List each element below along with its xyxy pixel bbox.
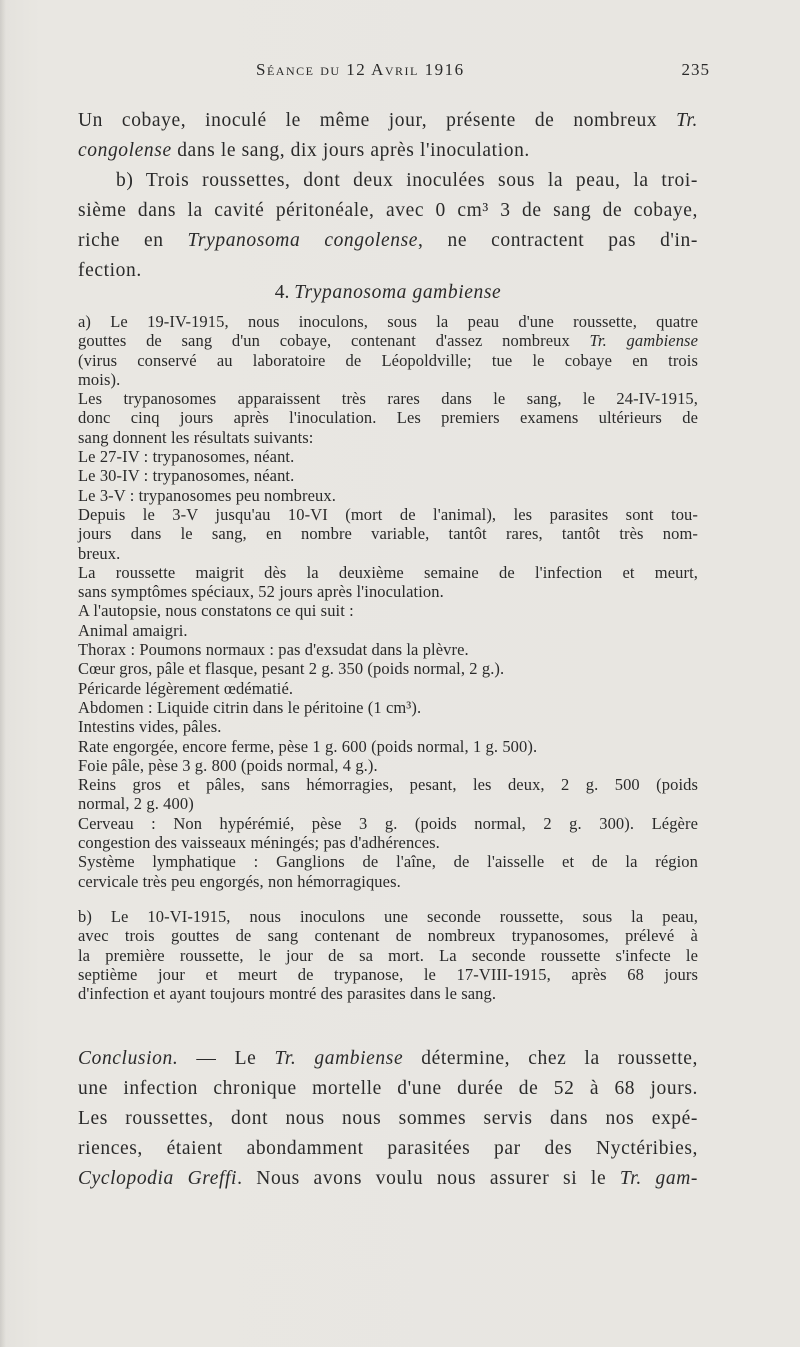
text-line: avec trois gouttes de sang contenant de nombreux trypanosomes, prélevé à bbox=[78, 926, 698, 946]
text-line: sième dans la cavité péritonéale, avec 0 cm³ 3 de sang de cobaye, bbox=[78, 200, 698, 221]
body-paragraphs bbox=[78, 312, 698, 1003]
text-line: Abdomen : Liquide citrin dans le péritoine (1 cm³). bbox=[78, 697, 422, 717]
text-line: Cœur gros, pâle et flasque, pesant 2 g. 350 (poids normal, 2 g.). bbox=[78, 659, 505, 679]
text-line: normal, 2 g. 400) bbox=[78, 794, 194, 814]
text-line: cervicale très peu engorgés, non hémorragiques. bbox=[78, 871, 401, 891]
text-line: Animal amaigri. bbox=[78, 620, 188, 640]
top-paragraphs bbox=[78, 106, 698, 286]
running-header bbox=[78, 60, 710, 88]
text-line: Un cobaye, inoculé le même jour, présente de nombreux Tr. bbox=[78, 110, 698, 131]
text-line: A l'autopsie, nous constatons ce qui suit : bbox=[78, 601, 354, 621]
conclusion-paragraphs bbox=[78, 1044, 698, 1194]
text-line: b) Trois roussettes, dont deux inoculées sous la peau, la troi- bbox=[116, 170, 698, 191]
text-line: Système lymphatique : Ganglions de l'aîne, de l'aisselle et de la région bbox=[78, 852, 698, 872]
text-line: Conclusion. — Le Tr. gambiense détermine, chez la roussette, bbox=[78, 1048, 698, 1069]
text-line: congolense dans le sang, dix jours après l'inoculation. bbox=[78, 140, 530, 161]
text-line: b) Le 10-VI-1915, nous inoculons une seconde roussette, sous la peau, bbox=[78, 906, 698, 926]
text-line: Les roussettes, dont nous nous sommes servis dans nos expé- bbox=[78, 1108, 698, 1129]
text-line: Cyclopodia Greffi. Nous avons voulu nous assurer si le Tr. gam- bbox=[78, 1168, 698, 1189]
text-line: congestion des vaisseaux méningés; pas d'adhérences. bbox=[78, 833, 440, 853]
text-line: gouttes de sang d'un cobaye, contenant d'assez nombreux Tr. gambiense bbox=[78, 331, 698, 351]
text-line: Le 3-V : trypanosomes peu nombreux. bbox=[78, 485, 336, 505]
text-line: breux. bbox=[78, 543, 121, 563]
text-line: fection. bbox=[78, 260, 142, 281]
text-line: (virus conservé au laboratoire de Léopoldville; tue le cobaye en trois bbox=[78, 350, 698, 370]
page-number: 235 bbox=[681, 60, 710, 79]
text-line: une infection chronique mortelle d'une durée de 52 à 68 jours. bbox=[78, 1078, 698, 1099]
text-line: sang donnent les résultats suivants: bbox=[78, 427, 314, 447]
text-line: La roussette maigrit dès la deuxième semaine de l'infection et meurt, bbox=[78, 562, 698, 582]
text-line: Le 30-IV : trypanosomes, néant. bbox=[78, 466, 295, 486]
text-line: Intestins vides, pâles. bbox=[78, 717, 222, 737]
text-line: sans symptômes spéciaux, 52 jours après l'inoculation. bbox=[78, 582, 444, 602]
text-line: d'infection et ayant toujours montré des parasites dans le sang. bbox=[78, 984, 497, 1004]
text-line: riche en Trypanosoma congolense, ne contractent pas d'in- bbox=[78, 230, 698, 251]
text-line: Le 27-IV : trypanosomes, néant. bbox=[78, 447, 295, 467]
text-line: riences, étaient abondamment parasitées par des Nyctéribies, bbox=[78, 1138, 698, 1159]
text-line: Foie pâle, pèse 3 g. 800 (poids normal, 4 g.). bbox=[78, 755, 378, 775]
running-title: Séance du 12 Avril 1916 bbox=[256, 60, 465, 79]
text-line: donc cinq jours après l'inoculation. Les premiers examens ultérieurs de bbox=[78, 408, 698, 428]
text-line: Depuis le 3-V jusqu'au 10-VI (mort de l'animal), les parasites sont tou- bbox=[78, 504, 698, 524]
text-line: Thorax : Poumons normaux : pas d'exsudat dans la plèvre. bbox=[78, 640, 469, 660]
text-line: la première roussette, le jour de sa mort. La seconde roussette s'infecte le bbox=[78, 945, 698, 965]
text-line: Rate engorgée, encore ferme, pèse 1 g. 600 (poids normal, 1 g. 500). bbox=[78, 736, 538, 756]
text-line: jours dans le sang, en nombre variable, tantôt rares, tantôt très nom- bbox=[78, 524, 698, 544]
text-line: Péricarde légèrement œdématié. bbox=[78, 678, 294, 698]
text-line: mois). bbox=[78, 369, 121, 389]
text-line: Les trypanosomes apparaissent très rares dans le sang, le 24-IV-1915, bbox=[78, 389, 698, 409]
text-line: Cerveau : Non hypérémié, pèse 3 g. (poids normal, 2 g. 300). Légère bbox=[78, 813, 698, 833]
text-line: Reins gros et pâles, sans hémorragies, pesant, les deux, 2 g. 500 (poids bbox=[78, 775, 698, 795]
text-line: septième jour et meurt de trypanose, le 17-VIII-1915, après 68 jours bbox=[78, 964, 698, 984]
text-line: a) Le 19-IV-1915, nous inoculons, sous la peau d'une roussette, quatre bbox=[78, 312, 698, 331]
section-heading: 4. Trypanosoma gambiense bbox=[274, 282, 502, 303]
